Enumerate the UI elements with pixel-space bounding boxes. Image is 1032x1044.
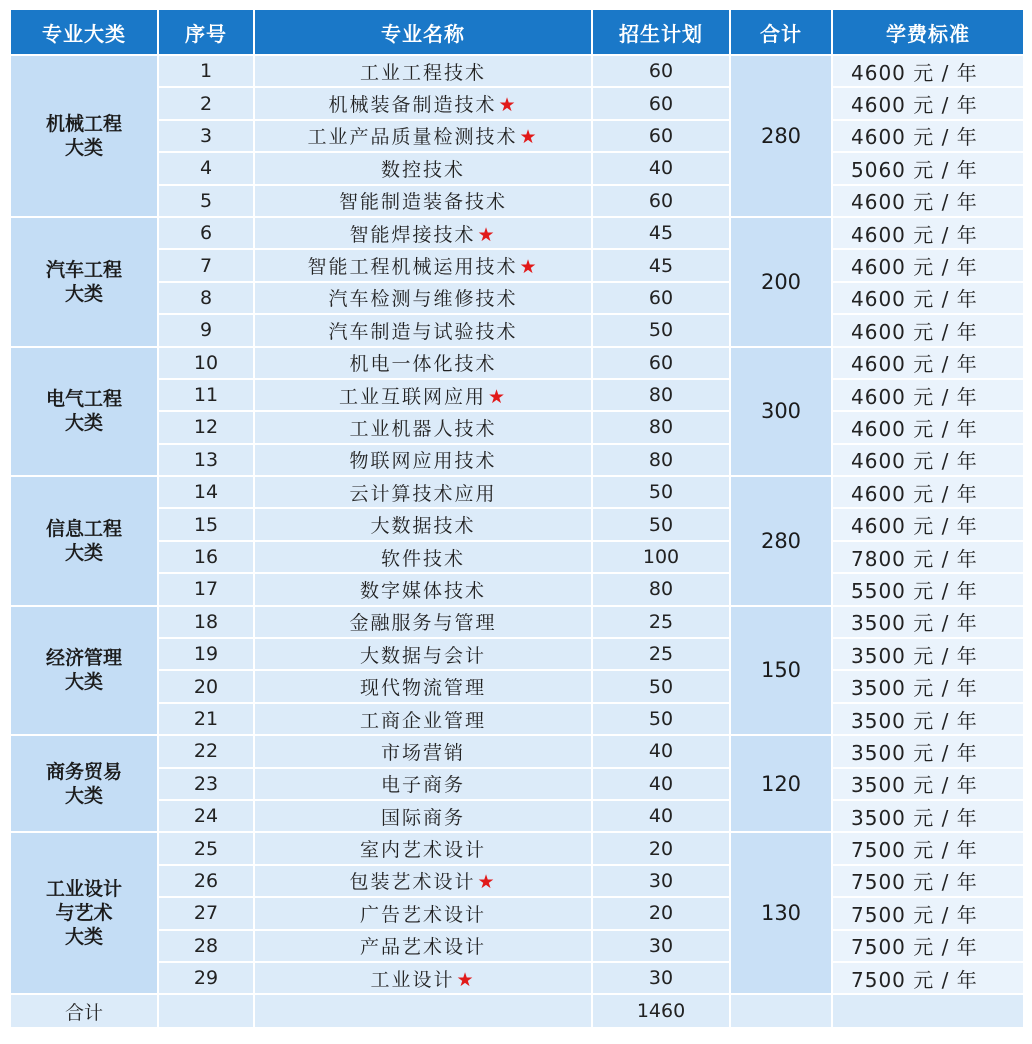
major-name: 广告艺术设计 bbox=[359, 903, 486, 926]
fee-cell: 5500 元 / 年 bbox=[833, 574, 1025, 606]
header-plan: 招生计划 bbox=[593, 10, 731, 56]
table-row bbox=[11, 380, 1025, 412]
table-row bbox=[11, 153, 1025, 185]
major-name-cell bbox=[255, 736, 593, 768]
category-cell: 商务贸易 大类 bbox=[11, 736, 159, 833]
plan-cell: 60 bbox=[593, 186, 731, 218]
table-row bbox=[11, 931, 1025, 963]
major-name-cell bbox=[255, 56, 593, 88]
plan-cell: 40 bbox=[593, 736, 731, 768]
major-name-cell bbox=[255, 412, 593, 444]
seq-cell: 26 bbox=[159, 866, 255, 898]
plan-cell: 100 bbox=[593, 542, 731, 574]
major-name: 产品艺术设计 bbox=[359, 936, 486, 959]
table-row bbox=[11, 283, 1025, 315]
major-name: 物联网应用技术 bbox=[349, 450, 497, 473]
table-row bbox=[11, 833, 1025, 865]
fee-cell: 4600 元 / 年 bbox=[833, 380, 1025, 412]
fee-cell: 4600 元 / 年 bbox=[833, 477, 1025, 509]
featured-star-icon: ★ bbox=[487, 385, 508, 408]
plan-cell: 30 bbox=[593, 931, 731, 963]
featured-star-icon: ★ bbox=[519, 256, 539, 279]
seq-cell: 5 bbox=[159, 186, 255, 218]
fee-cell: 3500 元 / 年 bbox=[833, 736, 1025, 768]
major-name-cell bbox=[255, 283, 593, 315]
header-subtotal: 合计 bbox=[731, 10, 833, 56]
fee-cell: 3500 元 / 年 bbox=[833, 704, 1025, 736]
major-name-cell bbox=[255, 542, 593, 574]
plan-cell: 40 bbox=[593, 769, 731, 801]
major-name-cell bbox=[255, 671, 593, 703]
total-fee-empty bbox=[833, 995, 1025, 1029]
seq-cell: 4 bbox=[159, 153, 255, 185]
fee-cell: 4600 元 / 年 bbox=[833, 348, 1025, 380]
plan-cell: 45 bbox=[593, 218, 731, 250]
seq-cell: 1 bbox=[159, 56, 255, 88]
featured-star-icon: ★ bbox=[498, 94, 518, 117]
total-label-cell: 合计 bbox=[11, 995, 159, 1029]
plan-cell: 60 bbox=[593, 283, 731, 315]
seq-cell: 15 bbox=[159, 509, 255, 541]
seq-cell: 19 bbox=[159, 639, 255, 671]
fee-cell: 3500 元 / 年 bbox=[833, 671, 1025, 703]
table-row bbox=[11, 186, 1025, 218]
seq-cell: 23 bbox=[159, 769, 255, 801]
plan-cell: 80 bbox=[593, 380, 731, 412]
enrollment-table-container bbox=[9, 8, 1023, 1034]
table-row bbox=[11, 574, 1025, 606]
table-row bbox=[11, 412, 1025, 444]
seq-cell: 20 bbox=[159, 671, 255, 703]
major-name: 工商企业管理 bbox=[359, 709, 486, 732]
subtotal-cell: 300 bbox=[731, 348, 833, 478]
enrollment-plan-table bbox=[9, 8, 1025, 1029]
seq-cell: 9 bbox=[159, 315, 255, 347]
subtotal-cell: 280 bbox=[731, 56, 833, 218]
subtotal-cell: 150 bbox=[731, 607, 833, 737]
plan-cell: 50 bbox=[593, 704, 731, 736]
plan-cell: 60 bbox=[593, 88, 731, 120]
major-name: 国际商务 bbox=[380, 806, 465, 829]
fee-cell: 4600 元 / 年 bbox=[833, 88, 1025, 120]
seq-cell: 3 bbox=[159, 121, 255, 153]
table-body bbox=[11, 56, 1025, 1029]
major-name-cell bbox=[255, 769, 593, 801]
table-row bbox=[11, 639, 1025, 671]
fee-cell: 7500 元 / 年 bbox=[833, 833, 1025, 865]
major-name: 市场营销 bbox=[380, 741, 465, 764]
table-row bbox=[11, 348, 1025, 380]
seq-cell: 22 bbox=[159, 736, 255, 768]
major-name: 室内艺术设计 bbox=[359, 839, 486, 862]
plan-cell: 50 bbox=[593, 671, 731, 703]
plan-cell: 45 bbox=[593, 250, 731, 282]
plan-cell: 60 bbox=[593, 56, 731, 88]
category-cell: 信息工程 大类 bbox=[11, 477, 159, 607]
category-cell: 电气工程 大类 bbox=[11, 348, 159, 478]
fee-cell: 4600 元 / 年 bbox=[833, 250, 1025, 282]
header-name: 专业名称 bbox=[255, 10, 593, 56]
major-name-cell bbox=[255, 380, 593, 412]
major-name: 工业工程技术 bbox=[359, 61, 486, 84]
fee-cell: 4600 元 / 年 bbox=[833, 412, 1025, 444]
major-name-cell bbox=[255, 477, 593, 509]
featured-star-icon: ★ bbox=[477, 223, 497, 246]
plan-cell: 30 bbox=[593, 866, 731, 898]
major-name: 数字媒体技术 bbox=[359, 579, 486, 602]
plan-cell: 25 bbox=[593, 639, 731, 671]
fee-cell: 4600 元 / 年 bbox=[833, 56, 1025, 88]
table-row bbox=[11, 477, 1025, 509]
plan-cell: 50 bbox=[593, 509, 731, 541]
table-row bbox=[11, 218, 1025, 250]
fee-cell: 3500 元 / 年 bbox=[833, 607, 1025, 639]
table-row bbox=[11, 866, 1025, 898]
plan-cell: 50 bbox=[593, 477, 731, 509]
fee-cell: 4600 元 / 年 bbox=[833, 186, 1025, 218]
total-name-empty bbox=[255, 995, 593, 1029]
fee-cell: 5060 元 / 年 bbox=[833, 153, 1025, 185]
fee-cell: 4600 元 / 年 bbox=[833, 283, 1025, 315]
seq-cell: 28 bbox=[159, 931, 255, 963]
major-name-cell bbox=[255, 931, 593, 963]
featured-star-icon: ★ bbox=[477, 871, 497, 894]
fee-cell: 3500 元 / 年 bbox=[833, 639, 1025, 671]
plan-cell: 80 bbox=[593, 445, 731, 477]
table-row bbox=[11, 898, 1025, 930]
seq-cell: 18 bbox=[159, 607, 255, 639]
major-name: 工业产品质量检测技术 bbox=[307, 126, 518, 149]
major-name-cell bbox=[255, 607, 593, 639]
plan-cell: 20 bbox=[593, 898, 731, 930]
table-row bbox=[11, 509, 1025, 541]
major-name-cell bbox=[255, 218, 593, 250]
major-name-cell bbox=[255, 833, 593, 865]
seq-cell: 6 bbox=[159, 218, 255, 250]
table-row bbox=[11, 56, 1025, 88]
seq-cell: 12 bbox=[159, 412, 255, 444]
plan-cell: 80 bbox=[593, 574, 731, 606]
major-name: 大数据技术 bbox=[370, 515, 476, 538]
major-name: 工业互联网应用 bbox=[338, 385, 486, 408]
table-row bbox=[11, 88, 1025, 120]
total-subtotal-empty bbox=[731, 995, 833, 1029]
major-name: 智能制造装备技术 bbox=[338, 191, 507, 214]
table-row bbox=[11, 121, 1025, 153]
fee-cell: 4600 元 / 年 bbox=[833, 445, 1025, 477]
fee-cell: 3500 元 / 年 bbox=[833, 801, 1025, 833]
plan-cell: 80 bbox=[593, 412, 731, 444]
major-name-cell bbox=[255, 704, 593, 736]
subtotal-cell: 280 bbox=[731, 477, 833, 607]
major-name-cell bbox=[255, 348, 593, 380]
major-name: 包装艺术设计 bbox=[349, 871, 476, 894]
plan-cell: 50 bbox=[593, 315, 731, 347]
seq-cell: 21 bbox=[159, 704, 255, 736]
subtotal-cell: 200 bbox=[731, 218, 833, 348]
fee-cell: 7500 元 / 年 bbox=[833, 963, 1025, 995]
major-name: 机械装备制造技术 bbox=[328, 94, 497, 117]
table-row bbox=[11, 315, 1025, 347]
seq-cell: 24 bbox=[159, 801, 255, 833]
seq-cell: 25 bbox=[159, 833, 255, 865]
major-name-cell bbox=[255, 153, 593, 185]
category-cell: 汽车工程 大类 bbox=[11, 218, 159, 348]
seq-cell: 10 bbox=[159, 348, 255, 380]
major-name-cell bbox=[255, 445, 593, 477]
major-name: 汽车制造与试验技术 bbox=[328, 320, 518, 343]
fee-cell: 4600 元 / 年 bbox=[833, 509, 1025, 541]
plan-cell: 60 bbox=[593, 348, 731, 380]
major-name-cell bbox=[255, 186, 593, 218]
total-seq-empty bbox=[159, 995, 255, 1029]
featured-star-icon: ★ bbox=[519, 126, 539, 149]
major-name-cell bbox=[255, 866, 593, 898]
plan-cell: 40 bbox=[593, 153, 731, 185]
category-cell: 机械工程 大类 bbox=[11, 56, 159, 218]
seq-cell: 16 bbox=[159, 542, 255, 574]
major-name: 智能工程机械运用技术 bbox=[307, 256, 518, 279]
major-name-cell bbox=[255, 315, 593, 347]
header-category: 专业大类 bbox=[11, 10, 159, 56]
table-row bbox=[11, 607, 1025, 639]
fee-cell: 7500 元 / 年 bbox=[833, 931, 1025, 963]
fee-cell: 7500 元 / 年 bbox=[833, 866, 1025, 898]
seq-cell: 8 bbox=[159, 283, 255, 315]
major-name-cell bbox=[255, 801, 593, 833]
major-name: 电子商务 bbox=[380, 774, 465, 797]
major-name: 工业设计 bbox=[370, 968, 455, 991]
total-plan-cell: 1460 bbox=[593, 995, 731, 1029]
header-fee: 学费标准 bbox=[833, 10, 1025, 56]
major-name: 大数据与会计 bbox=[359, 644, 486, 667]
seq-cell: 7 bbox=[159, 250, 255, 282]
seq-cell: 13 bbox=[159, 445, 255, 477]
total-row bbox=[11, 995, 1025, 1029]
subtotal-cell: 120 bbox=[731, 736, 833, 833]
major-name: 工业机器人技术 bbox=[349, 417, 497, 440]
table-row bbox=[11, 801, 1025, 833]
table-row bbox=[11, 704, 1025, 736]
seq-cell: 17 bbox=[159, 574, 255, 606]
major-name-cell bbox=[255, 250, 593, 282]
category-cell: 经济管理 大类 bbox=[11, 607, 159, 737]
table-row bbox=[11, 250, 1025, 282]
fee-cell: 7500 元 / 年 bbox=[833, 898, 1025, 930]
major-name-cell bbox=[255, 509, 593, 541]
fee-cell: 4600 元 / 年 bbox=[833, 315, 1025, 347]
major-name: 智能焊接技术 bbox=[349, 223, 476, 246]
major-name: 机电一体化技术 bbox=[349, 353, 497, 376]
major-name: 现代物流管理 bbox=[359, 677, 486, 700]
table-row bbox=[11, 671, 1025, 703]
plan-cell: 20 bbox=[593, 833, 731, 865]
seq-cell: 27 bbox=[159, 898, 255, 930]
fee-cell: 4600 元 / 年 bbox=[833, 218, 1025, 250]
fee-cell: 3500 元 / 年 bbox=[833, 769, 1025, 801]
plan-cell: 25 bbox=[593, 607, 731, 639]
plan-cell: 40 bbox=[593, 801, 731, 833]
plan-cell: 60 bbox=[593, 121, 731, 153]
table-header bbox=[11, 10, 1025, 56]
table-row bbox=[11, 542, 1025, 574]
table-row bbox=[11, 769, 1025, 801]
major-name: 云计算技术应用 bbox=[349, 482, 497, 505]
featured-star-icon: ★ bbox=[456, 968, 476, 991]
table-row bbox=[11, 736, 1025, 768]
fee-cell: 4600 元 / 年 bbox=[833, 121, 1025, 153]
major-name-cell bbox=[255, 639, 593, 671]
major-name-cell bbox=[255, 121, 593, 153]
subtotal-cell: 130 bbox=[731, 833, 833, 995]
major-name: 金融服务与管理 bbox=[349, 612, 497, 635]
category-cell: 工业设计 与艺术 大类 bbox=[11, 833, 159, 995]
plan-cell: 30 bbox=[593, 963, 731, 995]
major-name: 软件技术 bbox=[380, 547, 465, 570]
table-row bbox=[11, 445, 1025, 477]
table-row bbox=[11, 963, 1025, 995]
major-name-cell bbox=[255, 963, 593, 995]
fee-cell: 7800 元 / 年 bbox=[833, 542, 1025, 574]
major-name: 数控技术 bbox=[380, 158, 465, 181]
major-name-cell bbox=[255, 898, 593, 930]
major-name-cell bbox=[255, 88, 593, 120]
seq-cell: 14 bbox=[159, 477, 255, 509]
seq-cell: 2 bbox=[159, 88, 255, 120]
major-name-cell bbox=[255, 574, 593, 606]
seq-cell: 29 bbox=[159, 963, 255, 995]
header-row bbox=[11, 10, 1025, 56]
seq-cell: 11 bbox=[159, 380, 255, 412]
major-name: 汽车检测与维修技术 bbox=[328, 288, 518, 311]
header-seq: 序号 bbox=[159, 10, 255, 56]
